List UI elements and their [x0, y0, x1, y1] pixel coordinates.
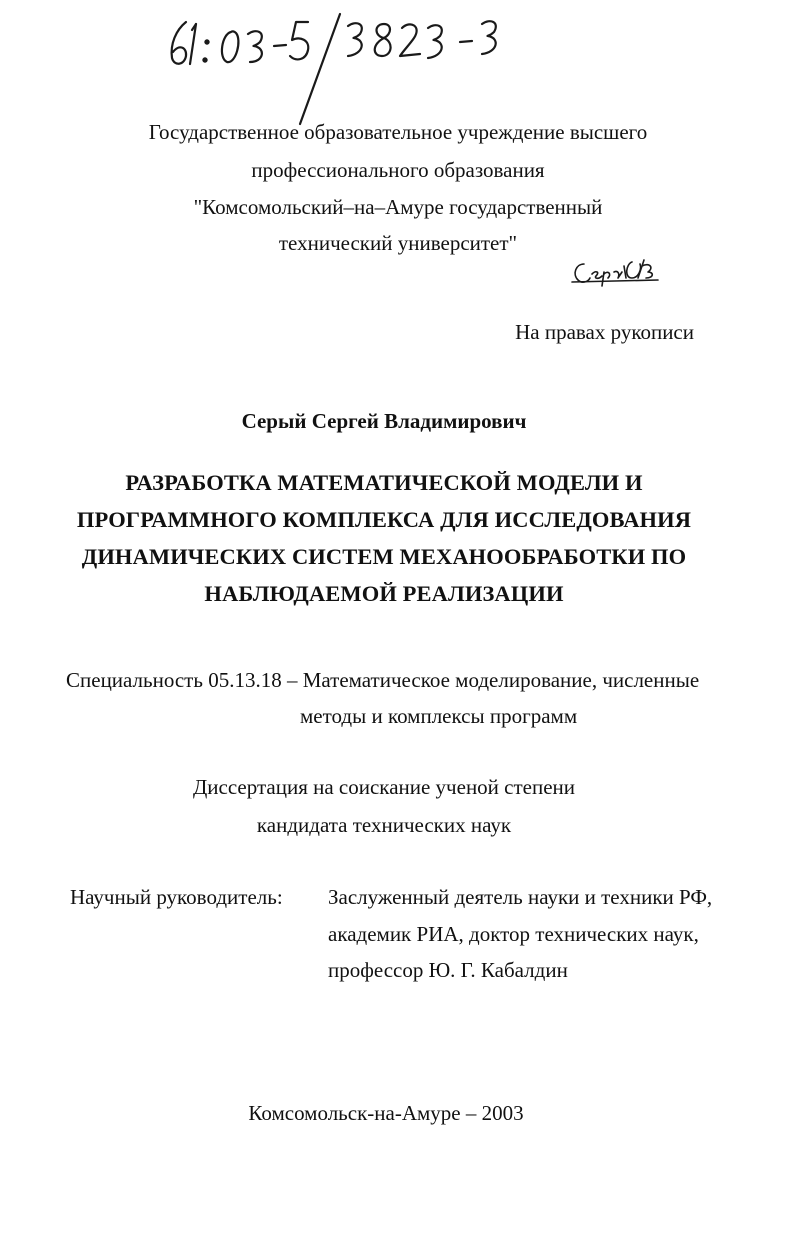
degree-line-2: кандидата технических наук	[256, 813, 512, 837]
title-line-3: ДИНАМИЧЕСКИХ СИСТЕМ МЕХАНООБРАБОТКИ ПО	[81, 544, 687, 569]
specialty-line-1: Специальность 05.13.18 – Математическое моделирование, численные	[66, 668, 700, 692]
title-line-1: РАЗРАБОТКА МАТЕМАТИЧЕСКОЙ МОДЕЛИ И	[125, 470, 643, 495]
handwritten-archive-number	[0, 0, 796, 130]
institution-line-1: Государственное образовательное учреждение высшего	[148, 120, 648, 144]
institution-line-2: профессионального образования	[251, 158, 545, 182]
supervisor-line-1: Заслуженный деятель науки и техники РФ,	[328, 885, 713, 909]
degree-line-1: Диссертация на соискание ученой степени	[192, 775, 576, 799]
manuscript-note: На правах рукописи	[515, 320, 694, 344]
institution-line-3: "Комсомольский–на–Амуре государственный	[193, 195, 603, 219]
author-name: Серый Сергей Владимирович	[241, 409, 527, 433]
institution-line-4: технический университет"	[278, 231, 518, 255]
supervisor-label: Научный руководитель:	[70, 885, 283, 909]
handwritten-signature	[566, 252, 676, 292]
place-and-year: Комсомольск-на-Амуре – 2003	[248, 1101, 524, 1125]
title-line-2: ПРОГРАММНОГО КОМПЛЕКСА ДЛЯ ИССЛЕДОВАНИЯ	[76, 507, 692, 532]
supervisor-line-2: академик РИА, доктор технических наук,	[328, 922, 699, 946]
title-line-4: НАБЛЮДАЕМОЙ РЕАЛИЗАЦИИ	[204, 581, 564, 606]
specialty-line-2: методы и комплексы программ	[300, 704, 578, 728]
supervisor-line-3: профессор Ю. Г. Кабалдин	[328, 958, 568, 982]
